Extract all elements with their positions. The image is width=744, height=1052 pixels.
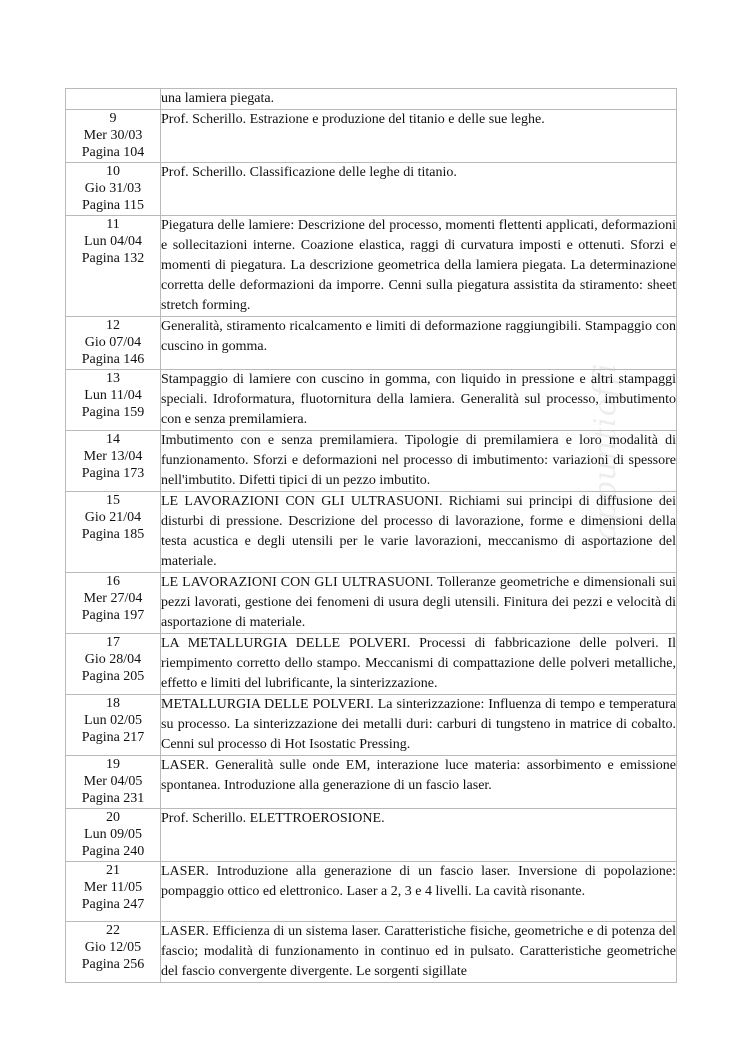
- table-row: [66, 163, 677, 216]
- lesson-description: Piegatura delle lamiere: Descrizione del processo, momenti flettenti applicati, deformazioni e sollecitazioni interne. Coazione elastica, raggi di curvatura imposti e ottenuti. Sforzi e momenti di piegatura. La descrizione geometrica della lamiera piegata. La determinazione corretta delle deformazioni da imporre. Cenni sulla piegatura assistita da stiramento: sheet stretch forming.: [161, 216, 677, 317]
- lesson-number: 16: [106, 574, 120, 589]
- lesson-number: 17: [106, 635, 120, 650]
- lesson-description: Prof. Scherillo. Classificazione delle leghe di titanio.: [161, 163, 677, 216]
- lesson-date: Gio 07/04: [84, 335, 142, 350]
- lesson-info-cell: [66, 431, 161, 492]
- lesson-number: 22: [106, 923, 120, 938]
- lesson-number: 14: [106, 432, 120, 447]
- lesson-description: Prof. Scherillo. ELETTROEROSIONE.: [161, 809, 677, 862]
- watermark-text: appuntioffi: [588, 362, 623, 540]
- lesson-description: LA METALLURGIA DELLE POLVERI. Processi di fabbricazione delle polveri. Il riempimento corretto dello stampo. Meccanismi di compattazione delle polveri metalliche, effetto e limiti del lubrificante, la sinterizzazione.: [161, 634, 677, 695]
- table-row: [66, 573, 677, 634]
- lesson-page: Pagina 231: [81, 791, 145, 806]
- lesson-date: Mer 27/04: [83, 591, 143, 606]
- lesson-page: Pagina 104: [81, 145, 145, 160]
- lesson-page: Pagina 185: [81, 527, 145, 542]
- lesson-page: Pagina 132: [81, 251, 145, 266]
- lesson-info-cell: [66, 110, 161, 163]
- lesson-page: Pagina 173: [81, 466, 145, 481]
- lesson-number: 10: [106, 164, 120, 179]
- lesson-page: Pagina 240: [81, 844, 145, 859]
- lesson-info-cell: [66, 809, 161, 862]
- lesson-date: Gio 28/04: [84, 652, 142, 667]
- table-row: [66, 110, 677, 163]
- lesson-description: Imbutimento con e senza premilamiera. Tipologie di premilamiera e loro modalità di funzionamento. Sforzi e deformazioni nel processo di imbutimento: variazioni di spessore nell'imbutito. Difetti tipici di un pezzo imbutito.: [161, 431, 677, 492]
- lesson-info-cell: [66, 216, 161, 317]
- lesson-page: Pagina 247: [81, 897, 145, 912]
- lesson-info-cell: [66, 573, 161, 634]
- lesson-number: 21: [106, 863, 120, 878]
- table-row: [66, 862, 677, 922]
- table-row: [66, 756, 677, 809]
- lesson-info-cell: [66, 89, 161, 110]
- lesson-page: Pagina 217: [81, 730, 145, 745]
- table-row: [66, 492, 677, 573]
- lesson-date: Mer 30/03: [83, 128, 143, 143]
- lesson-date: Gio 12/05: [84, 940, 142, 955]
- lesson-description: METALLURGIA DELLE POLVERI. La sinterizzazione: Influenza di tempo e temperatura su processo. La sinterizzazione dei metalli duri: carburi di tungsteno in matrice di cobalto. Cenni sul processo di Hot Isostatic Pressing.: [161, 695, 677, 756]
- lesson-page: Pagina 146: [81, 352, 145, 367]
- lesson-date: Gio 21/04: [84, 510, 142, 525]
- lesson-info-cell: [66, 163, 161, 216]
- lesson-number: 9: [109, 111, 117, 126]
- table-row: [66, 922, 677, 983]
- lesson-date: Lun 11/04: [84, 388, 142, 403]
- lesson-info-cell: [66, 317, 161, 370]
- lesson-date: Lun 09/05: [84, 827, 142, 842]
- table-row: [66, 370, 677, 431]
- lesson-page: Pagina 197: [81, 608, 145, 623]
- lesson-description: una lamiera piegata.: [161, 89, 677, 110]
- lesson-info-cell: [66, 756, 161, 809]
- lesson-description: LE LAVORAZIONI CON GLI ULTRASUONI. Richiami sui principi di diffusione dei disturbi di pressione. Descrizione del processo di lavorazione, forme e dimensioni della testa acustica e degli utensili per le varie lavorazioni, meccanismo di asportazione del materiale.: [161, 492, 677, 573]
- lesson-number: 11: [106, 217, 120, 232]
- lesson-date: Gio 31/03: [84, 181, 142, 196]
- lesson-date: Lun 04/04: [84, 234, 142, 249]
- lesson-number: 13: [106, 371, 120, 386]
- lesson-info-cell: [66, 695, 161, 756]
- lesson-number: 19: [106, 757, 120, 772]
- lesson-description: Stampaggio di lamiere con cuscino in gomma, con liquido in pressione e altri stampaggi speciali. Idroformatura, fluotornitura della lamiera. Generalità sul processo, imbutimento con e senza premilamiera.: [161, 370, 677, 431]
- lesson-number: 15: [106, 493, 120, 508]
- table-row: [66, 634, 677, 695]
- lesson-date: Lun 02/05: [84, 713, 142, 728]
- lesson-description: LASER. Efficienza di un sistema laser. Caratteristiche fisiche, geometriche e di potenza del fascio; modalità di funzionamento in continuo ed in pulsato. Caratteristiche geometriche del fascio convergente divergente. Le sorgenti sigillate: [161, 922, 677, 983]
- lesson-page: Pagina 205: [81, 669, 145, 684]
- lesson-description: LE LAVORAZIONI CON GLI ULTRASUONI. Tolleranze geometriche e dimensionali sui pezzi lavorati, gestione dei fenomeni di usura degli utensili. Finitura dei pezzi e velocità di asportazione di materiale.: [161, 573, 677, 634]
- lesson-schedule-table: [65, 88, 677, 983]
- lesson-info-cell: [66, 634, 161, 695]
- lesson-info-cell: [66, 862, 161, 922]
- lesson-page: Pagina 159: [81, 405, 145, 420]
- table-row: [66, 216, 677, 317]
- table-body: [66, 89, 677, 983]
- lesson-page: Pagina 115: [81, 198, 145, 213]
- lesson-page: Pagina 256: [81, 957, 145, 972]
- lesson-info-cell: [66, 922, 161, 983]
- lesson-description: Prof. Scherillo. Estrazione e produzione del titanio e delle sue leghe.: [161, 110, 677, 163]
- table-row: [66, 809, 677, 862]
- lesson-description: Generalità, stiramento ricalcamento e limiti di deformazione raggiungibili. Stampaggio con cuscino in gomma.: [161, 317, 677, 370]
- table-row: [66, 317, 677, 370]
- table-row: [66, 695, 677, 756]
- lesson-date: Mer 13/04: [83, 449, 143, 464]
- lesson-description: LASER. Introduzione alla generazione di un fascio laser. Inversione di popolazione: pompaggio ottico ed elettronico. Laser a 2, 3 e 4 livelli. La cavità risonante.: [161, 862, 677, 922]
- table-row: [66, 89, 677, 110]
- table-row: [66, 431, 677, 492]
- lesson-info-cell: [66, 370, 161, 431]
- lesson-info-cell: [66, 492, 161, 573]
- lesson-number: 20: [106, 810, 120, 825]
- lesson-number: 18: [106, 696, 120, 711]
- lesson-description: LASER. Generalità sulle onde EM, interazione luce materia: assorbimento e emissione spontanea. Introduzione alla generazione di un fascio laser.: [161, 756, 677, 809]
- lesson-date: Mer 11/05: [83, 880, 143, 895]
- lesson-date: Mer 04/05: [83, 774, 143, 789]
- lesson-number: 12: [106, 318, 120, 333]
